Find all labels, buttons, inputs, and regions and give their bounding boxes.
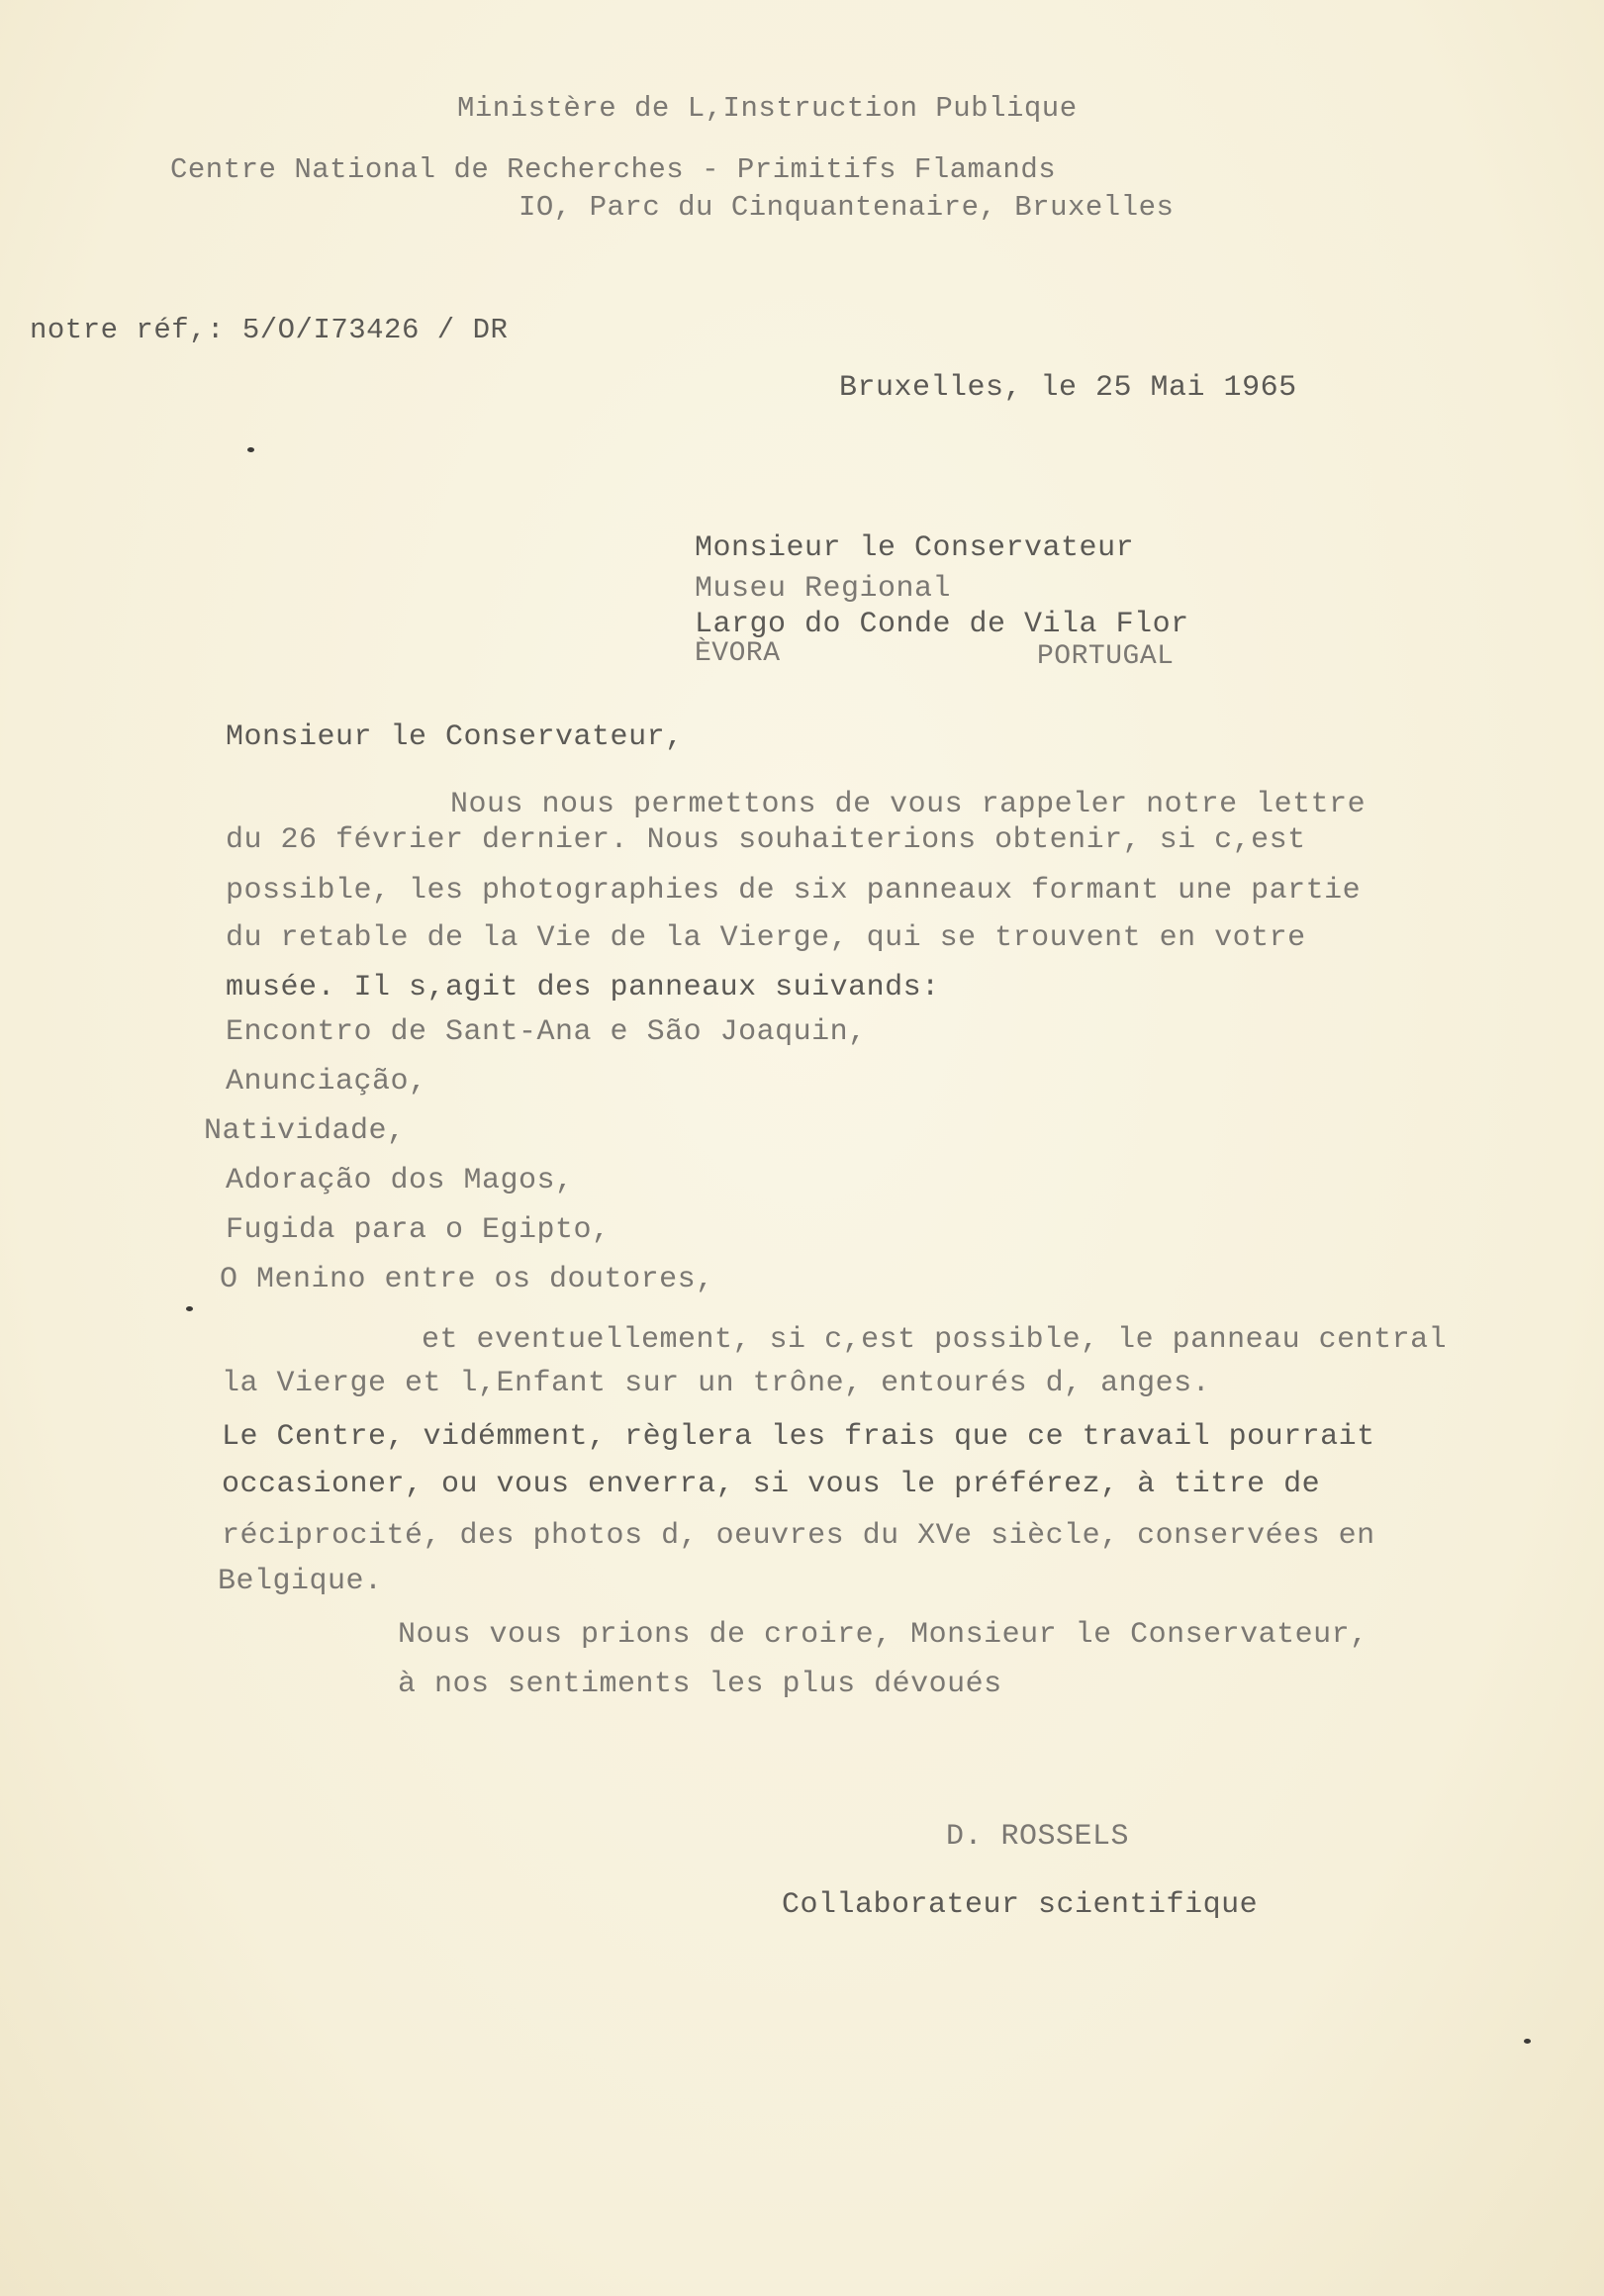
body-line: Nous nous permettons de vous rappeler notre lettre xyxy=(450,788,1367,821)
letterhead-address: IO, Parc du Cinquantenaire, Bruxelles xyxy=(519,191,1175,224)
paper-speck xyxy=(1524,2039,1531,2044)
salutation: Monsieur le Conservateur, xyxy=(226,720,684,754)
recipient-line-3: Largo do Conde de Vila Flor xyxy=(695,608,1189,641)
panel-list-item: Natividade, xyxy=(204,1114,406,1148)
paper-speck xyxy=(186,1306,193,1311)
letter-date: Bruxelles, le 25 Mai 1965 xyxy=(839,371,1297,405)
closing-line: Nous vous prions de croire, Monsieur le Conservateur, xyxy=(398,1618,1368,1652)
body-line: Le Centre, vidémment, règlera les frais que ce travail pourrait xyxy=(222,1420,1375,1454)
reference-number: notre réf,: 5/O/I73426 / DR xyxy=(30,314,509,346)
panel-list-item: Anunciação, xyxy=(226,1065,427,1099)
paper-speck xyxy=(247,447,254,452)
signature-name: D. ROSSELS xyxy=(946,1820,1130,1854)
body-line: occasioner, ou vous enverra, si vous le préférez, à titre de xyxy=(222,1468,1321,1501)
body-line: la Vierge et l,Enfant sur un trône, entourés d, anges. xyxy=(222,1367,1211,1400)
body-line: du retable de la Vie de la Vierge, qui se trouvent en votre xyxy=(226,921,1306,955)
body-line: et eventuellement, si c,est possible, le panneau central xyxy=(422,1323,1448,1357)
signature-title: Collaborateur scientifique xyxy=(782,1888,1259,1922)
recipient-line-2: Museu Regional xyxy=(695,572,952,606)
body-line: du 26 février dernier. Nous souhaiterions obtenir, si c,est xyxy=(226,823,1306,857)
body-line: Belgique. xyxy=(218,1565,383,1598)
recipient-line-1: Monsieur le Conservateur xyxy=(695,531,1135,565)
panel-list-item: Fugida para o Egipto, xyxy=(226,1213,611,1247)
letterhead-ministry: Ministère de L,Instruction Publique xyxy=(457,92,1078,125)
body-line: réciprocité, des photos d, oeuvres du XVe siècle, conservées en xyxy=(222,1519,1375,1553)
recipient-country: PORTUGAL xyxy=(1037,641,1175,672)
body-line: possible, les photographies de six panneaux formant une partie xyxy=(226,874,1362,908)
panel-list-item: Encontro de Sant-Ana e São Joaquin, xyxy=(226,1015,867,1049)
letterhead-centre: Centre National de Recherches - Primitifs Flamands xyxy=(170,153,1057,186)
panel-list-item: O Menino entre os doutores, xyxy=(220,1263,714,1296)
body-line: musée. Il s,agit des panneaux suivands: xyxy=(226,971,940,1004)
panel-list-item: Adoração dos Magos, xyxy=(226,1164,574,1197)
recipient-city: ÈVORA xyxy=(695,638,781,669)
closing-line: à nos sentiments les plus dévoués xyxy=(398,1668,1002,1701)
